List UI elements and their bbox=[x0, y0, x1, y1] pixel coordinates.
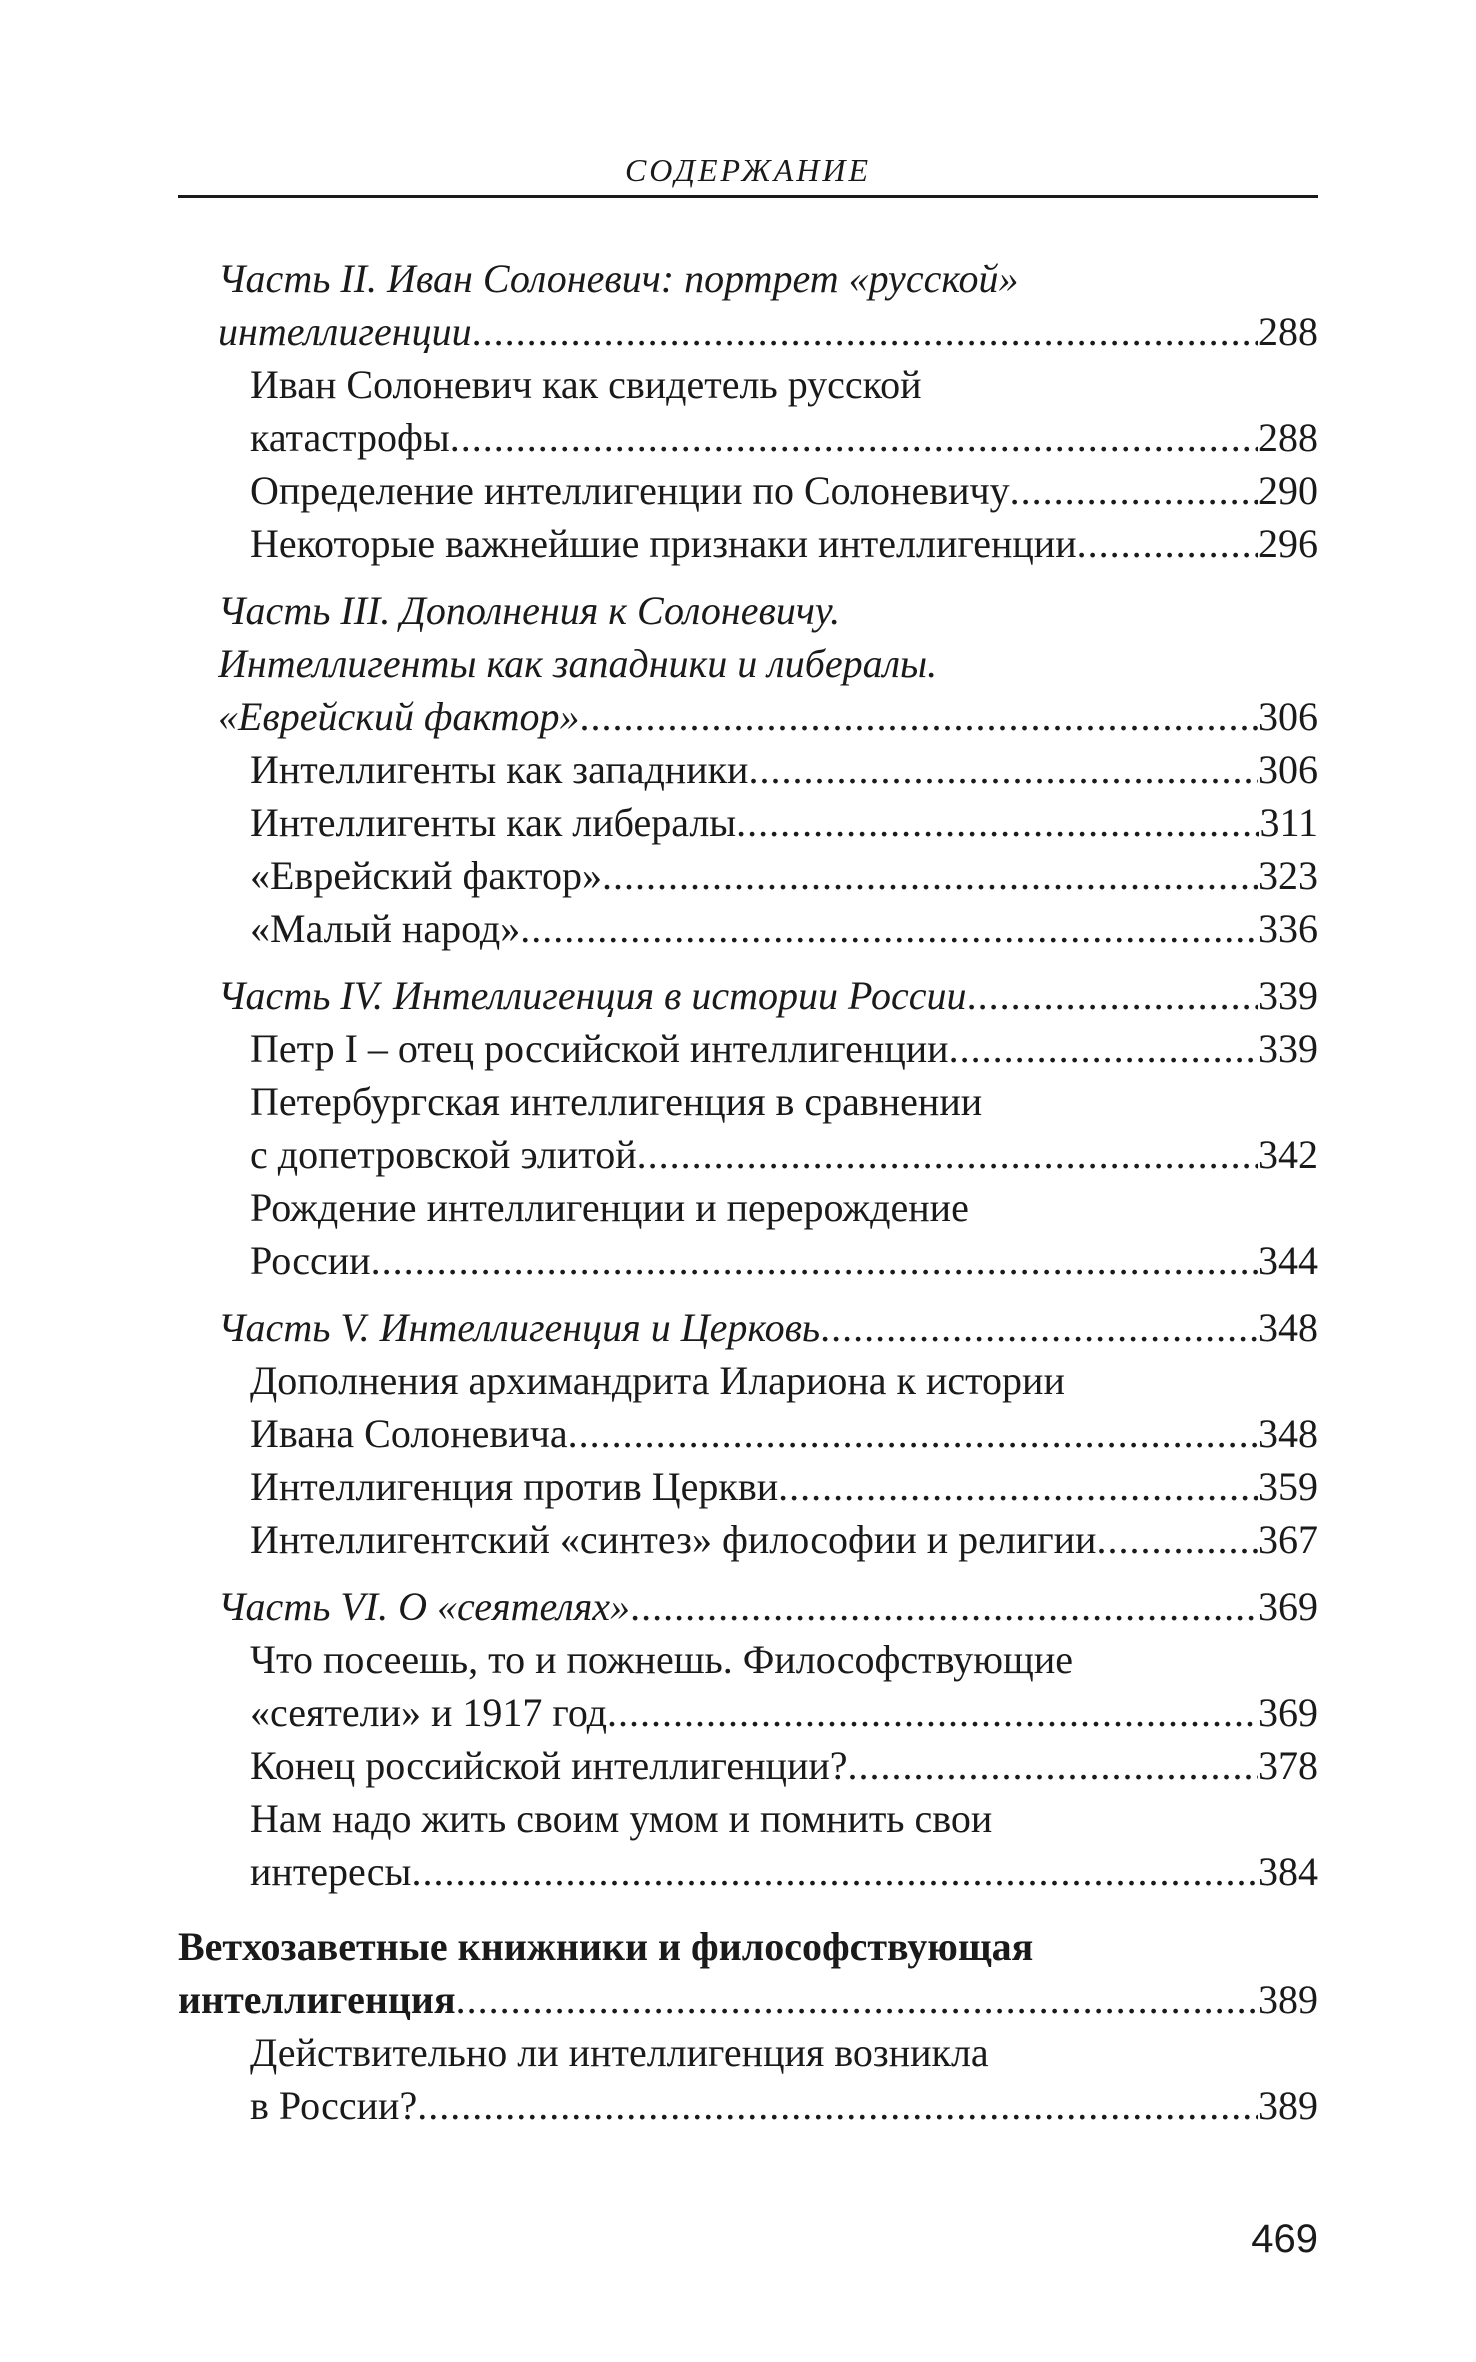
toc-part-5[interactable] bbox=[178, 1301, 1318, 1354]
toc-entry-title: Интеллигенты как либералы bbox=[250, 800, 737, 845]
dot-leader bbox=[848, 1739, 1258, 1792]
toc-page-number: 344 bbox=[1258, 1238, 1318, 1283]
toc-part-3[interactable] bbox=[178, 584, 1318, 743]
toc-entry-title: России bbox=[250, 1238, 371, 1283]
toc-entry-title: Часть V. Интеллигенция и Церковь bbox=[218, 1305, 821, 1350]
toc-entry-title: Петр I – отец российской интеллигенции bbox=[250, 1026, 949, 1071]
table-of-contents bbox=[178, 252, 1318, 2132]
toc-part-6[interactable] bbox=[178, 1580, 1318, 1633]
toc-page-number: 290 bbox=[1258, 468, 1318, 513]
toc-entry-title: «Еврейский фактор» bbox=[250, 853, 603, 898]
toc-page-number: 288 bbox=[1258, 415, 1318, 460]
toc-entry-title: катастрофы bbox=[250, 415, 450, 460]
toc-page-number: 389 bbox=[1258, 2083, 1318, 2128]
toc-chapter[interactable] bbox=[178, 849, 1318, 902]
running-head: СОДЕРЖАНИЕ bbox=[624, 152, 872, 188]
toc-page-number: 306 bbox=[1258, 747, 1318, 792]
dot-leader bbox=[630, 1580, 1258, 1633]
toc-entry-title: Часть III. Дополнения к Солоневичу. bbox=[218, 588, 841, 633]
dot-leader bbox=[1077, 517, 1258, 570]
toc-page-number: 369 bbox=[1258, 1690, 1318, 1735]
dot-leader bbox=[748, 743, 1258, 796]
toc-chapter[interactable] bbox=[178, 743, 1318, 796]
toc-chapter[interactable] bbox=[178, 1739, 1318, 1792]
toc-entry-title: Интеллигенция против Церкви bbox=[250, 1464, 779, 1509]
toc-chapter[interactable] bbox=[178, 358, 1318, 464]
toc-page-number: 311 bbox=[1259, 800, 1318, 845]
dot-leader bbox=[967, 969, 1258, 1022]
toc-entry-title: Ивана Солоневича bbox=[250, 1411, 568, 1456]
toc-chapter[interactable] bbox=[178, 1513, 1318, 1566]
page-number: 469 bbox=[1251, 2217, 1318, 2261]
dot-leader bbox=[520, 902, 1258, 955]
toc-chapter[interactable] bbox=[178, 796, 1318, 849]
toc-entry-title: Конец российской интеллигенции? bbox=[250, 1743, 848, 1788]
dot-leader bbox=[1096, 1513, 1258, 1566]
toc-entry-title: «Малый народ» bbox=[250, 906, 521, 951]
toc-page-number: 384 bbox=[1258, 1849, 1318, 1894]
toc-entry-title: интересы bbox=[250, 1849, 412, 1894]
toc-page-number: 339 bbox=[1258, 973, 1318, 1018]
dot-leader bbox=[820, 1301, 1258, 1354]
toc-entry-title: Что посеешь, то и пожнешь. Философствующие bbox=[250, 1637, 1073, 1682]
toc-entry-title: с допетровской элитой bbox=[250, 1132, 637, 1177]
toc-entry-title: Иван Солоневич как свидетель русской bbox=[250, 362, 922, 407]
toc-page-number: 296 bbox=[1258, 521, 1318, 566]
dot-leader bbox=[602, 849, 1258, 902]
toc-page-number: 369 bbox=[1258, 1584, 1318, 1629]
toc-page-number: 367 bbox=[1258, 1517, 1318, 1562]
toc-chapter[interactable] bbox=[178, 1460, 1318, 1513]
toc-chapter[interactable] bbox=[178, 1354, 1318, 1460]
toc-entry-title: Некоторые важнейшие признаки интеллигенции bbox=[250, 521, 1077, 566]
dot-leader bbox=[371, 1234, 1258, 1287]
toc-entry-title: Интеллигентский «синтез» философии и религии bbox=[250, 1517, 1097, 1562]
toc-entry-title: Петербургская интеллигенция в сравнении bbox=[250, 1079, 983, 1124]
toc-entry-title: интеллигенции bbox=[218, 309, 472, 354]
toc-chapter[interactable] bbox=[178, 1022, 1318, 1075]
dot-leader bbox=[411, 1845, 1258, 1898]
toc-entry-title: Действительно ли интеллигенция возникла bbox=[250, 2030, 989, 2075]
toc-entry-title: Дополнения архимандрита Илариона к истории bbox=[250, 1358, 1065, 1403]
toc-chapter[interactable] bbox=[178, 2026, 1318, 2132]
toc-page-number: 389 bbox=[1258, 1977, 1318, 2022]
dot-leader bbox=[949, 1022, 1258, 1075]
toc-section[interactable] bbox=[178, 1920, 1318, 2026]
dot-leader bbox=[607, 1686, 1258, 1739]
toc-page-number: 378 bbox=[1258, 1743, 1318, 1788]
dot-leader bbox=[450, 411, 1258, 464]
toc-entry-title: интеллигенция bbox=[178, 1977, 456, 2022]
toc-part-4[interactable] bbox=[178, 969, 1318, 1022]
toc-page-number: 306 bbox=[1258, 694, 1318, 739]
toc-entry-title: в России? bbox=[250, 2083, 418, 2128]
toc-chapter[interactable] bbox=[178, 517, 1318, 570]
toc-entry-title: «Еврейский фактор» bbox=[218, 694, 580, 739]
toc-page-number: 288 bbox=[1258, 309, 1318, 354]
toc-page-number: 336 bbox=[1258, 906, 1318, 951]
header-rule bbox=[178, 195, 1318, 198]
toc-page-number: 339 bbox=[1258, 1026, 1318, 1071]
toc-chapter[interactable] bbox=[178, 1792, 1318, 1898]
toc-entry-title: Часть VI. О «сеятелях» bbox=[218, 1584, 631, 1629]
toc-chapter[interactable] bbox=[178, 1075, 1318, 1181]
dot-leader bbox=[736, 796, 1259, 849]
dot-leader bbox=[637, 1128, 1258, 1181]
toc-entry-title: Часть II. Иван Солоневич: портрет «русской» bbox=[218, 256, 1019, 301]
toc-entry-title: Интеллигенты как западники и либералы. bbox=[218, 641, 938, 686]
toc-chapter[interactable] bbox=[178, 1633, 1318, 1739]
toc-entry-title: Интеллигенты как западники bbox=[250, 747, 749, 792]
toc-page-number: 342 bbox=[1258, 1132, 1318, 1177]
toc-entry-title: Определение интеллигенции по Солоневичу bbox=[250, 468, 1010, 513]
dot-leader bbox=[456, 1973, 1258, 2026]
toc-part-2[interactable] bbox=[178, 252, 1318, 358]
toc-entry-title: Нам надо жить своим умом и помнить свои bbox=[250, 1796, 993, 1841]
toc-entry-title: Рождение интеллигенции и перерождение bbox=[250, 1185, 969, 1230]
dot-leader bbox=[778, 1460, 1258, 1513]
toc-page-number: 323 bbox=[1258, 853, 1318, 898]
toc-entry-title: «сеятели» и 1917 год bbox=[250, 1690, 608, 1735]
dot-leader bbox=[472, 305, 1258, 358]
toc-page-number: 348 bbox=[1258, 1411, 1318, 1456]
toc-entry-title: Часть IV. Интеллигенция в истории России bbox=[218, 973, 967, 1018]
dot-leader bbox=[417, 2079, 1258, 2132]
toc-entry-title: Ветхозаветные книжники и философствующая bbox=[178, 1924, 1034, 1969]
dot-leader bbox=[1010, 464, 1258, 517]
dot-leader bbox=[579, 690, 1258, 743]
dot-leader bbox=[568, 1407, 1258, 1460]
toc-chapter[interactable] bbox=[178, 902, 1318, 955]
toc-page-number: 348 bbox=[1258, 1305, 1318, 1350]
toc-page-number: 359 bbox=[1258, 1464, 1318, 1509]
toc-chapter[interactable] bbox=[178, 1181, 1318, 1287]
toc-chapter[interactable] bbox=[178, 464, 1318, 517]
